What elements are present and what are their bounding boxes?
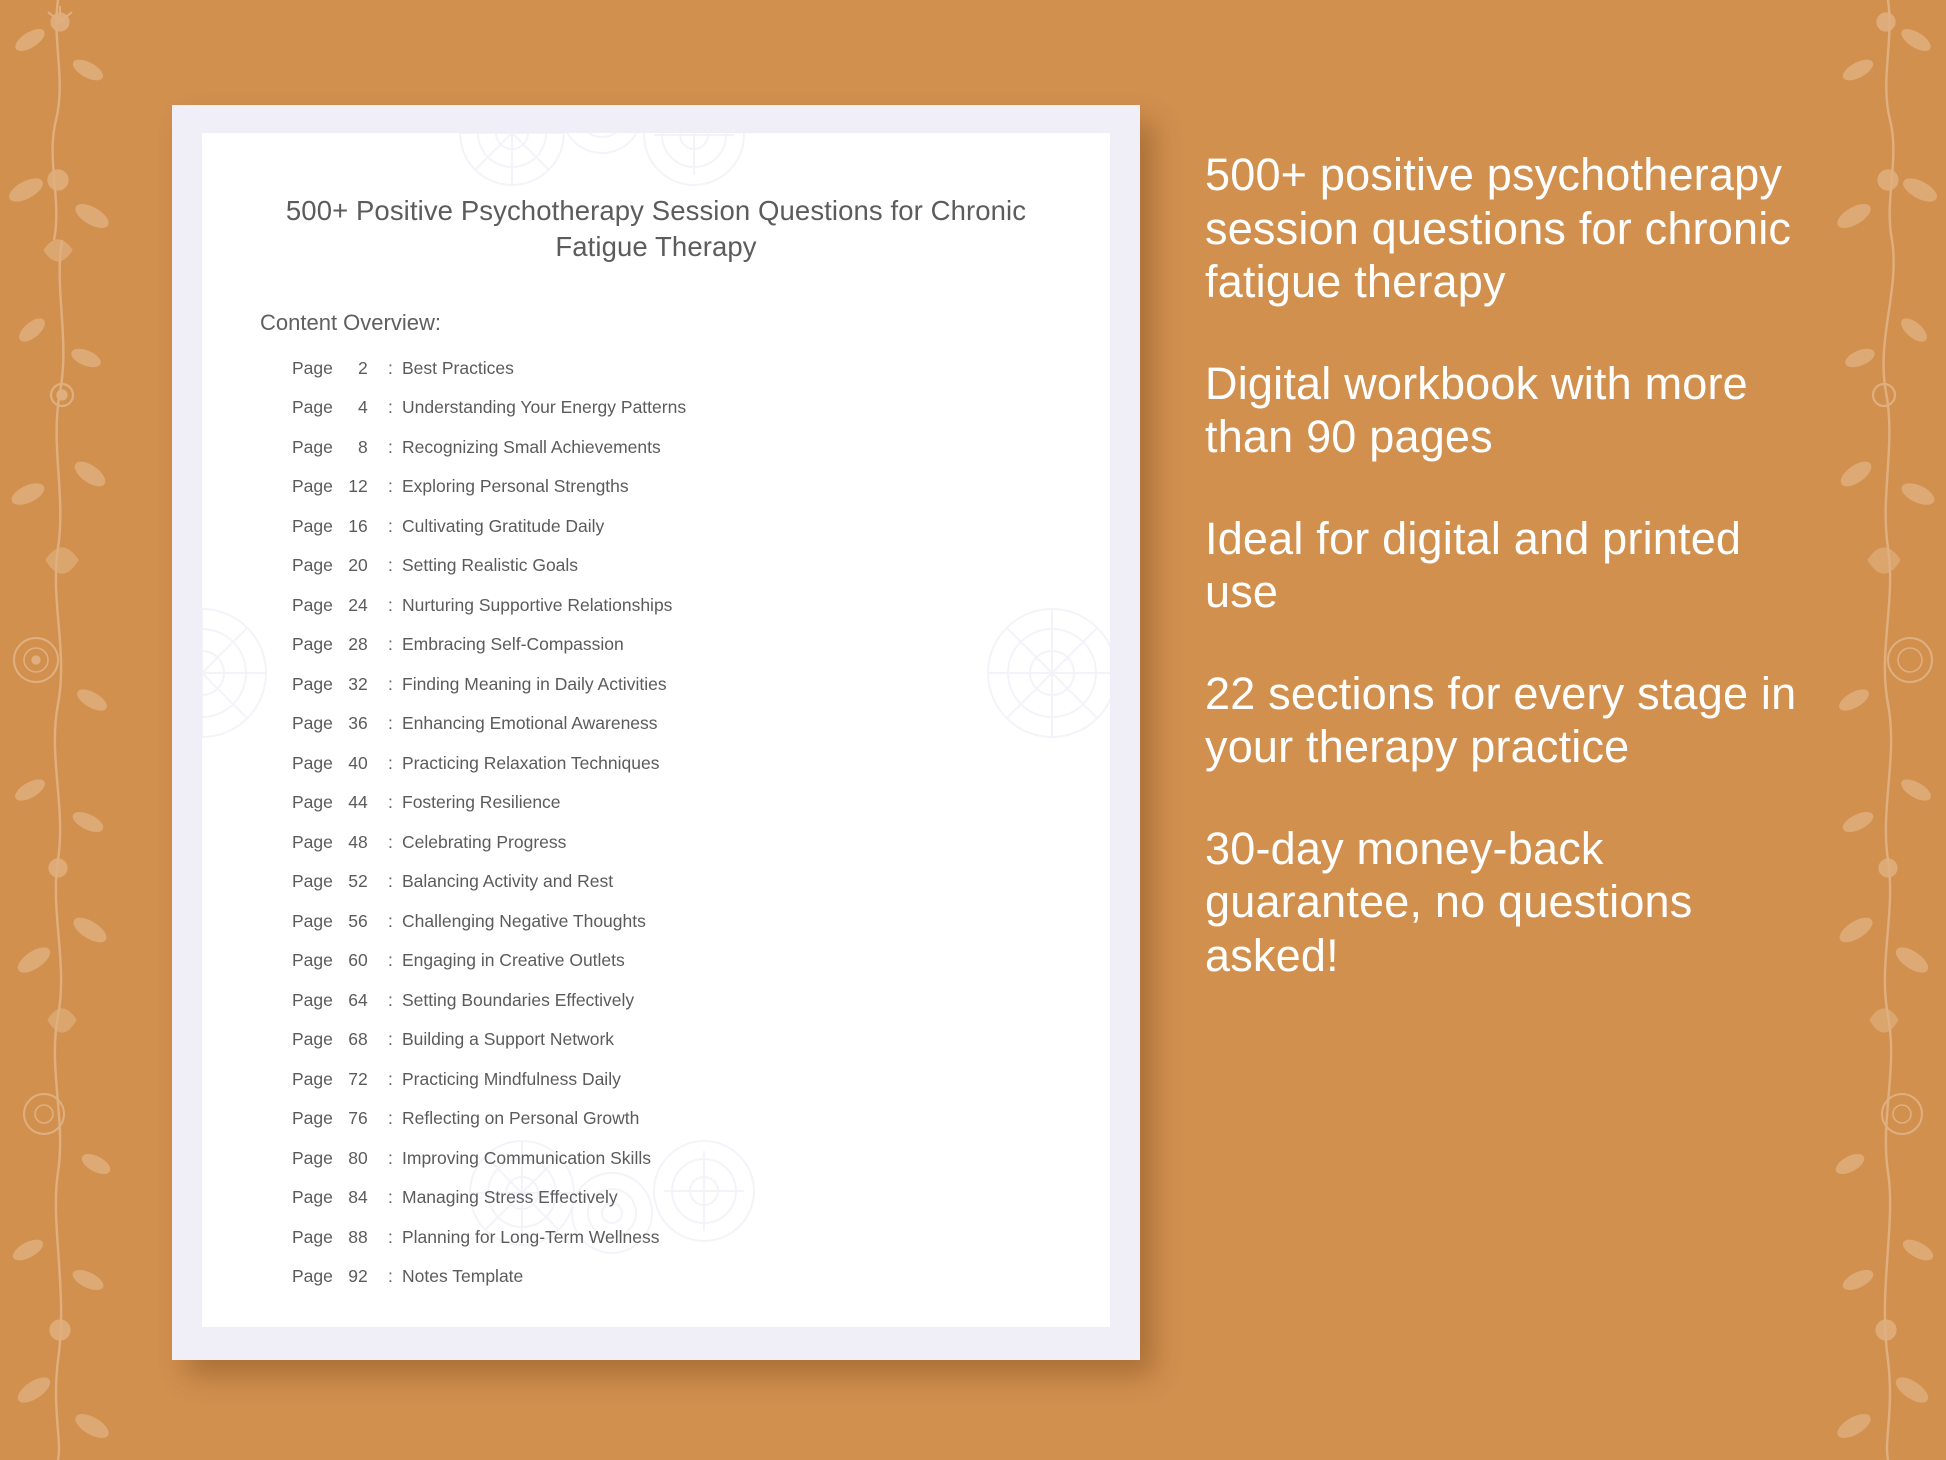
toc-page-number — [292, 1227, 388, 1248]
marketing-bullet: 22 sections for every stage in your therapy practice — [1205, 667, 1797, 773]
toc-page-word: Page — [292, 397, 338, 418]
toc-section-title: Best Practices — [402, 357, 514, 378]
toc-separator: : — [388, 831, 393, 852]
toc-separator: : — [388, 989, 393, 1010]
toc-page-value: 56 — [348, 910, 368, 931]
toc-page-value: 20 — [348, 555, 368, 576]
toc-page-number — [292, 516, 388, 537]
toc-section-title: Setting Realistic Goals — [402, 555, 579, 576]
toc-separator: : — [388, 1266, 393, 1287]
toc-separator: : — [388, 357, 393, 378]
toc-page-value: 8 — [358, 436, 368, 457]
toc-page-number — [292, 1029, 388, 1050]
toc-section-title: Reflecting on Personal Growth — [402, 1108, 640, 1129]
toc-separator: : — [388, 555, 393, 576]
toc-row[interactable] — [292, 437, 1052, 477]
toc-section-title: Finding Meaning in Daily Activities — [402, 673, 667, 694]
marketing-bullet: Ideal for digital and printed use — [1205, 512, 1742, 618]
toc-row[interactable] — [292, 397, 1052, 437]
toc-page-value: 68 — [348, 1029, 368, 1050]
toc-page-word: Page — [292, 555, 338, 576]
toc-page-number — [292, 595, 388, 616]
toc-row[interactable] — [292, 1148, 1052, 1188]
toc-separator: : — [388, 1108, 393, 1129]
toc-section-title: Engaging in Creative Outlets — [402, 950, 625, 971]
toc-separator: : — [388, 1226, 393, 1247]
toc-page-number — [292, 634, 388, 655]
toc-section-title: Enhancing Emotional Awareness — [402, 713, 658, 734]
toc-row[interactable] — [292, 1029, 1052, 1069]
toc-section-title: Planning for Long-Term Wellness — [402, 1226, 660, 1247]
toc-row[interactable] — [292, 713, 1052, 753]
toc-page-number — [292, 911, 388, 932]
toc-row[interactable] — [292, 358, 1052, 398]
toc-section-title: Setting Boundaries Effectively — [402, 989, 635, 1010]
toc-separator: : — [388, 436, 393, 457]
toc-row[interactable] — [292, 1227, 1052, 1267]
toc-page-word: Page — [292, 436, 338, 457]
page-surface — [202, 133, 1110, 1327]
document-preview[interactable] — [172, 105, 1140, 1360]
toc-page-number — [292, 1069, 388, 1090]
toc-separator: : — [388, 792, 393, 813]
toc-section-title: Celebrating Progress — [402, 831, 567, 852]
marketing-bullet: 30-day money-back guarantee, no questions asked! — [1205, 822, 1693, 982]
toc-section-title: Nurturing Supportive Relationships — [402, 594, 673, 615]
floral-border-left — [0, 0, 120, 1460]
toc-row[interactable] — [292, 674, 1052, 714]
toc-page-value: 2 — [358, 357, 368, 378]
toc-separator: : — [388, 1147, 393, 1168]
toc-row[interactable] — [292, 753, 1052, 793]
toc-page-number — [292, 674, 388, 695]
toc-row[interactable] — [292, 516, 1052, 556]
toc-row[interactable] — [292, 1266, 1052, 1306]
toc-page-number — [292, 832, 388, 853]
toc-row[interactable] — [292, 832, 1052, 872]
toc-section-title: Practicing Mindfulness Daily — [402, 1068, 621, 1089]
marketing-bullet: Digital workbook with more than 90 pages — [1205, 357, 1748, 463]
toc-page-word: Page — [292, 1029, 338, 1050]
toc-separator: : — [388, 1029, 393, 1050]
content-overview-label: Content Overview: — [260, 309, 441, 335]
toc-page-number — [292, 871, 388, 892]
toc-page-number — [292, 476, 388, 497]
toc-row[interactable] — [292, 1069, 1052, 1109]
toc-page-number — [292, 555, 388, 576]
toc-section-title: Managing Stress Effectively — [402, 1187, 618, 1208]
toc-row[interactable] — [292, 1187, 1052, 1227]
floral-border-right — [1826, 0, 1946, 1460]
toc-page-number — [292, 437, 388, 458]
toc-page-number — [292, 950, 388, 971]
toc-separator: : — [388, 1068, 393, 1089]
toc-section-title: Embracing Self-Compassion — [402, 634, 624, 655]
table-of-contents — [260, 358, 1052, 1306]
toc-page-number — [292, 1148, 388, 1169]
toc-page-number — [292, 792, 388, 813]
marketing-bullet-list — [1205, 148, 1825, 983]
toc-page-word: Page — [292, 1068, 338, 1089]
toc-page-value: 92 — [348, 1266, 368, 1287]
toc-page-word: Page — [292, 792, 338, 813]
toc-row[interactable] — [292, 634, 1052, 674]
document-body — [202, 133, 1110, 1306]
toc-section-title: Challenging Negative Thoughts — [402, 910, 646, 931]
toc-page-word: Page — [292, 357, 338, 378]
toc-page-value: 80 — [348, 1147, 368, 1168]
toc-row[interactable] — [292, 555, 1052, 595]
toc-page-value: 60 — [348, 950, 368, 971]
toc-page-number — [292, 1266, 388, 1287]
toc-row[interactable] — [292, 911, 1052, 951]
toc-section-title: Exploring Personal Strengths — [402, 476, 629, 497]
toc-page-number — [292, 1187, 388, 1208]
toc-page-number — [292, 1108, 388, 1129]
toc-page-word: Page — [292, 1266, 338, 1287]
marketing-bullet: 500+ positive psychotherapy session questions for chronic fatigue therapy — [1205, 149, 1792, 308]
toc-separator: : — [388, 515, 393, 536]
toc-page-value: 12 — [348, 476, 368, 497]
toc-section-title: Balancing Activity and Rest — [402, 871, 614, 892]
toc-page-word: Page — [292, 594, 338, 615]
toc-page-word: Page — [292, 950, 338, 971]
toc-separator: : — [388, 950, 393, 971]
toc-section-title: Fostering Resilience — [402, 792, 561, 813]
toc-page-value: 28 — [348, 634, 368, 655]
toc-page-value: 84 — [348, 1187, 368, 1208]
toc-page-number — [292, 753, 388, 774]
toc-page-value: 44 — [348, 792, 368, 813]
toc-separator: : — [388, 634, 393, 655]
toc-page-value: 36 — [348, 713, 368, 734]
toc-page-number — [292, 990, 388, 1011]
toc-separator: : — [388, 1187, 393, 1208]
toc-page-value: 52 — [348, 871, 368, 892]
toc-page-word: Page — [292, 752, 338, 773]
toc-row[interactable] — [292, 990, 1052, 1030]
toc-page-word: Page — [292, 910, 338, 931]
toc-page-number — [292, 397, 388, 418]
toc-section-title: Practicing Relaxation Techniques — [402, 752, 660, 773]
toc-page-value: 72 — [348, 1068, 368, 1089]
toc-page-value: 88 — [348, 1226, 368, 1247]
toc-page-word: Page — [292, 831, 338, 852]
toc-section-title: Understanding Your Energy Patterns — [402, 397, 687, 418]
toc-page-word: Page — [292, 713, 338, 734]
toc-separator: : — [388, 910, 393, 931]
toc-page-word: Page — [292, 871, 338, 892]
toc-page-word: Page — [292, 476, 338, 497]
toc-section-title: Notes Template — [402, 1266, 524, 1287]
toc-page-word: Page — [292, 673, 338, 694]
toc-page-word: Page — [292, 1226, 338, 1247]
toc-section-title: Cultivating Gratitude Daily — [402, 515, 605, 536]
toc-row[interactable] — [292, 595, 1052, 635]
toc-page-value: 4 — [358, 397, 368, 418]
toc-page-word: Page — [292, 1147, 338, 1168]
toc-separator: : — [388, 476, 393, 497]
toc-page-value: 24 — [348, 594, 368, 615]
toc-separator: : — [388, 594, 393, 615]
toc-page-number — [292, 713, 388, 734]
toc-page-word: Page — [292, 989, 338, 1010]
toc-page-word: Page — [292, 515, 338, 536]
toc-page-value: 64 — [348, 989, 368, 1010]
toc-page-value: 40 — [348, 752, 368, 773]
toc-page-value: 48 — [348, 831, 368, 852]
toc-page-value: 16 — [348, 515, 368, 536]
toc-section-title: Recognizing Small Achievements — [402, 436, 661, 457]
toc-row[interactable] — [292, 792, 1052, 832]
toc-row[interactable] — [292, 950, 1052, 990]
toc-row[interactable] — [292, 871, 1052, 911]
toc-page-value: 76 — [348, 1108, 368, 1129]
toc-page-word: Page — [292, 634, 338, 655]
toc-separator: : — [388, 397, 393, 418]
page-title: 500+ Positive Psychotherapy Session Questions for Chronic Fatigue Therapy — [285, 195, 1027, 263]
toc-page-value: 32 — [348, 673, 368, 694]
toc-page-word: Page — [292, 1108, 338, 1129]
toc-separator: : — [388, 713, 393, 734]
toc-separator: : — [388, 752, 393, 773]
toc-section-title: Improving Communication Skills — [402, 1147, 651, 1168]
toc-page-word: Page — [292, 1187, 338, 1208]
toc-row[interactable] — [292, 476, 1052, 516]
toc-separator: : — [388, 673, 393, 694]
toc-row[interactable] — [292, 1108, 1052, 1148]
toc-page-number — [292, 358, 388, 379]
toc-section-title: Building a Support Network — [402, 1029, 615, 1050]
toc-separator: : — [388, 871, 393, 892]
